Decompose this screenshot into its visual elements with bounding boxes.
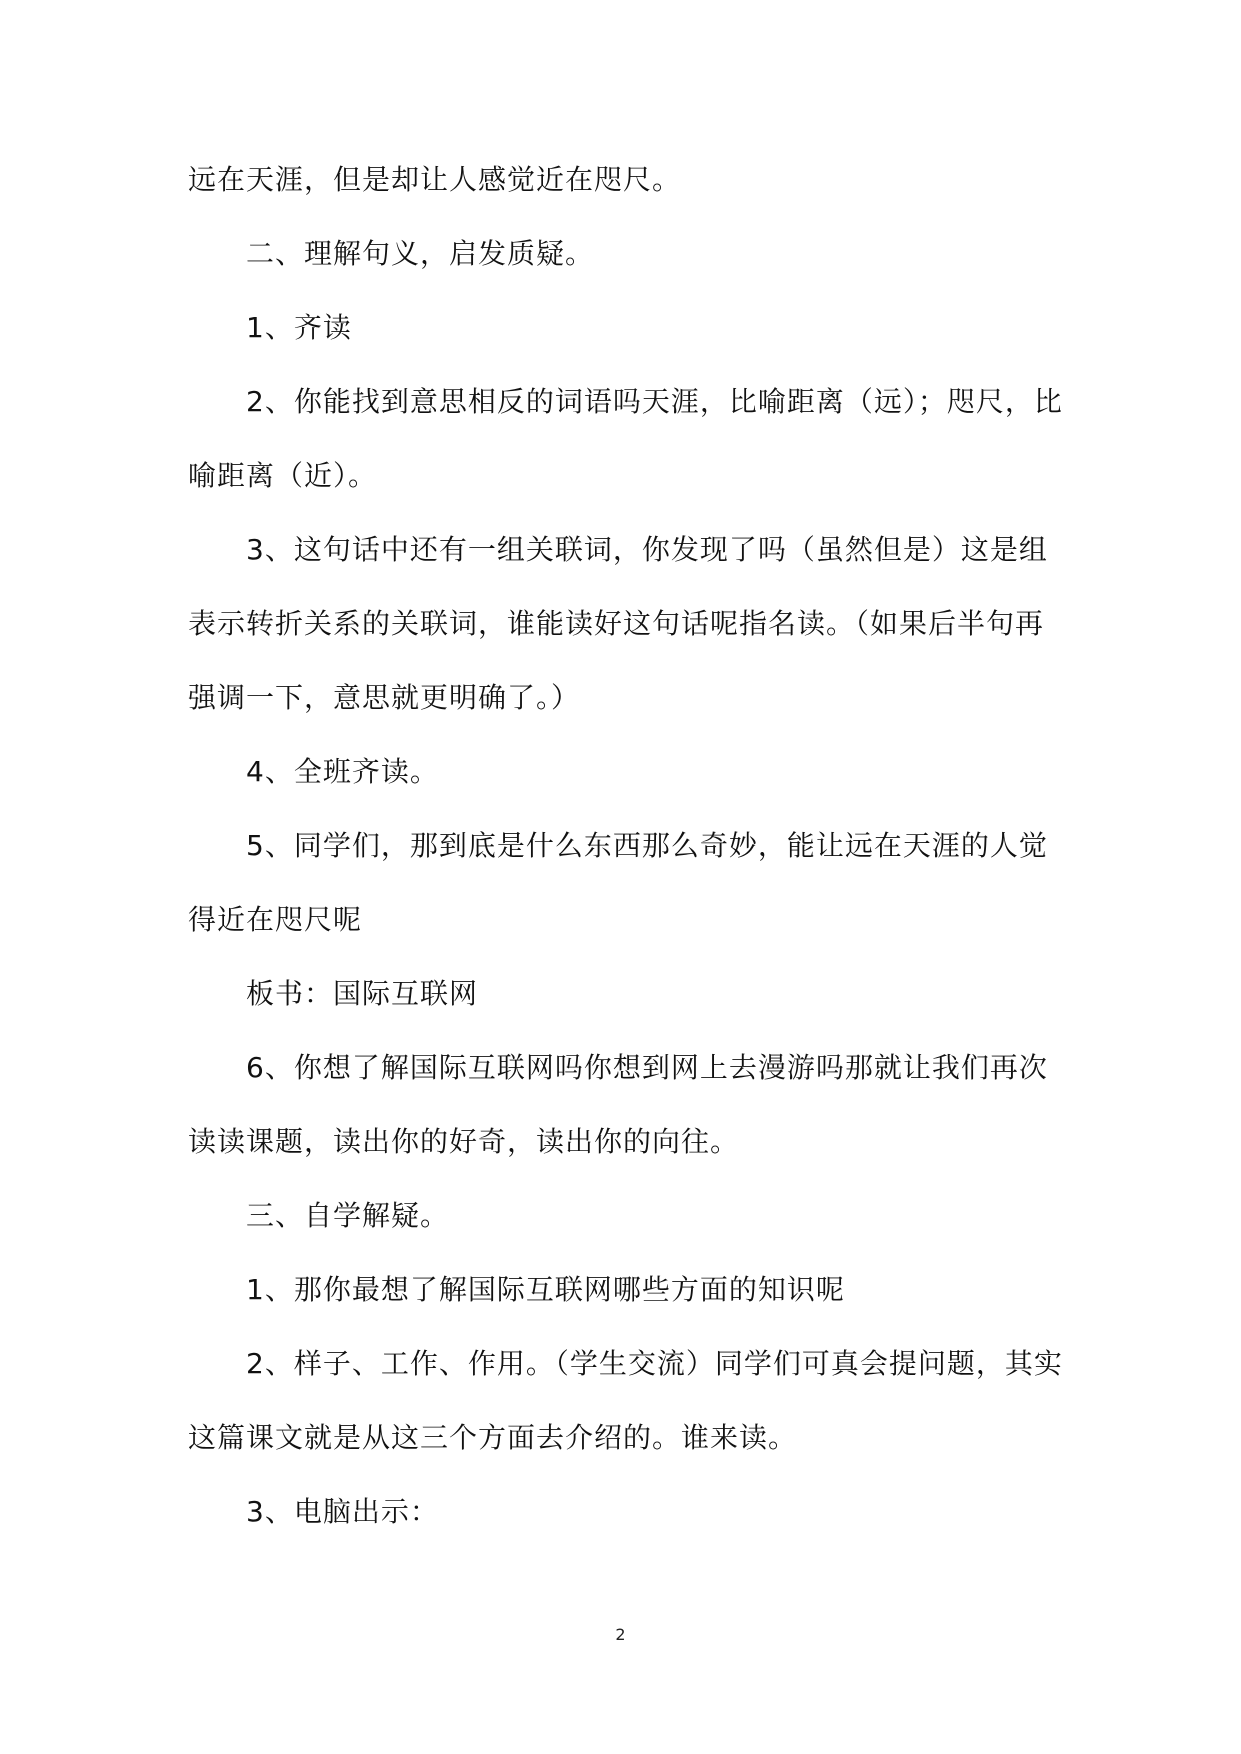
- paragraph-line: 这篇课文就是从这三个方面去介绍的。谁来读。: [188, 1421, 798, 1454]
- body-text: [188, 143, 1063, 1549]
- paragraph-line: 远在天涯，但是却让人感觉近在咫尺。: [188, 163, 682, 196]
- paragraph-line: 2、样子、工作、作用。（学生交流）同学们可真会提问题，其实: [246, 1347, 1063, 1380]
- paragraph-line: 4、全班齐读。: [246, 755, 439, 788]
- paragraph-line: 1、齐读: [246, 311, 352, 344]
- paragraph-line: 3、电脑出示：: [246, 1495, 439, 1528]
- paragraph-line: 2、你能找到意思相反的词语吗天涯，比喻距离（远）；咫尺，比: [246, 385, 1063, 418]
- paragraph-line: 强调一下，意思就更明确了。）: [188, 681, 581, 714]
- section-heading: 三、自学解疑。: [246, 1199, 450, 1232]
- page-number: 2: [615, 1625, 626, 1644]
- paragraph-line: 得近在咫尺呢: [188, 903, 363, 936]
- paragraph-line: 板书：国际互联网: [246, 977, 479, 1010]
- paragraph-line: 1、那你最想了解国际互联网哪些方面的知识呢: [246, 1273, 845, 1306]
- paragraph-line: 5、同学们，那到底是什么东西那么奇妙，能让远在天涯的人觉: [246, 829, 1048, 862]
- paragraph-line: 读读课题，读出你的好奇，读出你的向往。: [188, 1125, 740, 1158]
- paragraph-line: 6、你想了解国际互联网吗你想到网上去漫游吗那就让我们再次: [246, 1051, 1048, 1084]
- paragraph-line: 3、这句话中还有一组关联词，你发现了吗（虽然但是）这是组: [246, 533, 1048, 566]
- section-heading: 二、理解句义，启发质疑。: [246, 237, 595, 270]
- paragraph-line: 表示转折关系的关联词，谁能读好这句话呢指名读。（如果后半句再: [188, 607, 1045, 640]
- paragraph-line: 喻距离（近）。: [188, 459, 378, 492]
